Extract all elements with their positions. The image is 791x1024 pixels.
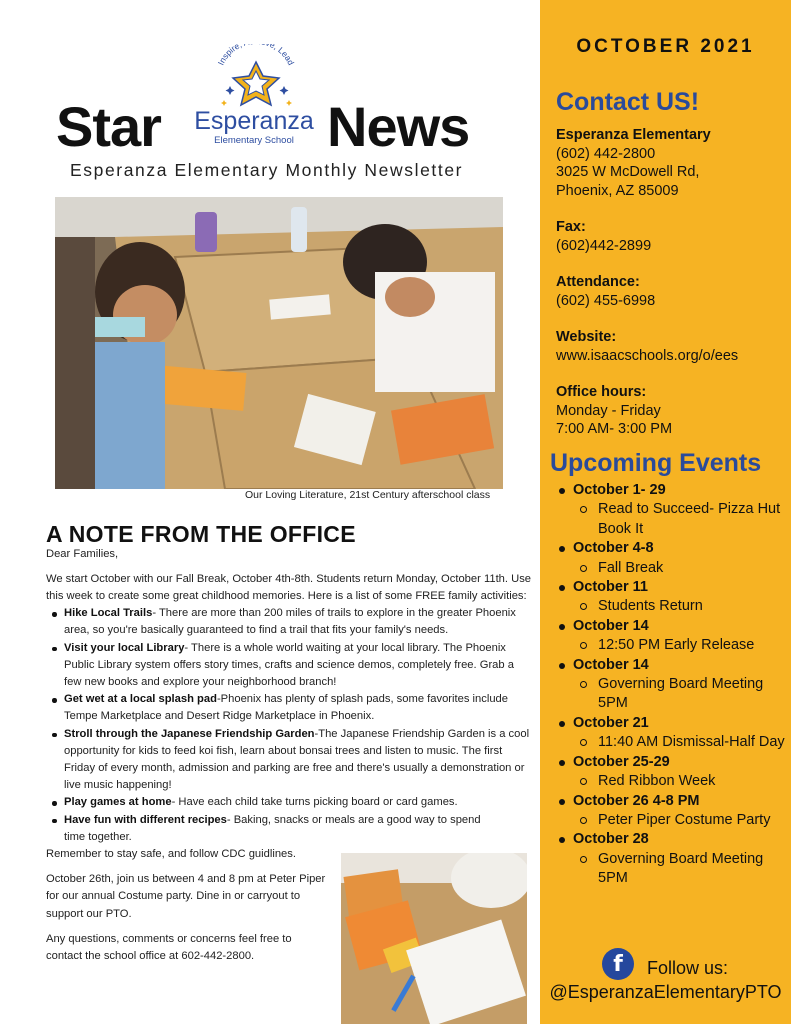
activities-list: [46, 605, 531, 846]
follow-label: Follow us:: [647, 958, 729, 978]
website-link[interactable]: www.isaacschools.org/o/ees: [556, 347, 739, 364]
contact-heading: Contact US!: [556, 88, 700, 116]
event-description: Fall Break: [558, 559, 786, 578]
note-heading: A NOTE FROM THE OFFICE: [46, 521, 356, 547]
event-date: October 14: [558, 656, 786, 675]
sidebar: [540, 0, 791, 1024]
event-date: October 25-29: [558, 753, 786, 772]
event-description: Red Ribbon Week: [558, 772, 786, 791]
note-closing: Remember to stay safe, and follow CDC guidlines.: [46, 847, 296, 860]
activity-item: [46, 726, 531, 795]
event-date: October 26 4-8 PM: [558, 792, 786, 811]
activity-title: Stroll through the Japanese Friendship Garden: [64, 727, 315, 740]
activity-text: - Have each child take turns picking board or card games.: [171, 796, 458, 809]
office-hours-label: Office hours:: [556, 384, 647, 400]
event-date: October 14: [558, 617, 786, 636]
event-description: Students Return: [558, 597, 786, 616]
office-hours-days: Monday - Friday: [556, 402, 661, 419]
contact-info: [556, 126, 786, 439]
event-description: Governing Board Meeting 5PM: [558, 850, 786, 889]
issue-month: OCTOBER 2021: [576, 36, 755, 57]
event-date: October 1- 29: [558, 481, 786, 500]
activity-title: Play games at home: [64, 796, 172, 809]
event-description: Governing Board Meeting 5PM: [558, 675, 786, 714]
event-description: 12:50 PM Early Release: [558, 636, 786, 655]
address-line-1: 3025 W McDowell Rd,: [556, 164, 700, 180]
classroom-photo-illustration: [55, 197, 503, 489]
activity-text: - There is a whole world waiting at your local library. The Phoenix Public Library system offers story times, crafts and science demos, completely free. Grab a few new books and explore your neighborhood branch!: [64, 641, 514, 688]
note-intro: We start October with our Fall Break, October 4th-8th. Students return Monday, October 11th. Use this week to create some great childhood memories. Here is a list of some FREE family activities:: [46, 572, 532, 602]
activity-title: Get wet at a local splash pad: [64, 693, 217, 706]
address-line-2: Phoenix, AZ 85009: [556, 182, 679, 199]
masthead-title-star: Star: [56, 95, 161, 158]
note-costume-party: October 26th, join us between 4 and 8 pm at Peter Piper for our annual Costume party. Dine in or carryout to support our PTO.: [46, 873, 326, 920]
event-date: October 21: [558, 714, 786, 733]
activity-item: [46, 812, 496, 846]
activity-text: - There are more than 200 miles of trails to explore in the greater Phoenix area, so you're basically guaranteed to find a trail that fits your family's needs.: [64, 607, 516, 637]
activity-item: [46, 605, 531, 639]
event-description: Peter Piper Costume Party: [558, 811, 786, 830]
event-description: Read to Succeed- Pizza Hut Book It: [558, 500, 786, 539]
students-photo-illustration: [341, 853, 527, 1024]
social-handle[interactable]: @EsperanzaElementaryPTO: [549, 982, 782, 1002]
activity-title: Have fun with different recipes: [64, 813, 227, 826]
fax-label: Fax:: [556, 219, 586, 235]
note-greeting: Dear Families,: [46, 548, 119, 560]
logo-school-name: Esperanza: [194, 107, 314, 135]
classroom-photo: [55, 197, 503, 489]
website-label: Website:: [556, 329, 617, 345]
photo-caption: Our Loving Literature, 21st Century afterschool class: [245, 489, 491, 501]
activity-title: Hike Local Trails: [64, 607, 153, 620]
attendance-number: (602) 455-6998: [556, 292, 656, 309]
logo-arc-text: Inspire, e, Lead: [215, 44, 297, 67]
event-description: 11:40 AM Dismissal-Half Day: [558, 733, 786, 752]
school-phone: (602) 442-2800: [556, 145, 656, 162]
newsletter-subtitle: Esperanza Elementary Monthly Newsletter: [70, 160, 464, 180]
events-heading: Upcoming Events: [550, 449, 762, 477]
school-logo: [184, 44, 324, 156]
event-date: October 11: [558, 578, 786, 597]
activity-item: [46, 640, 531, 692]
event-date: October 4-8: [558, 539, 786, 558]
activity-item: [46, 691, 531, 725]
events-list: [558, 481, 786, 889]
students-reading-photo: [341, 853, 527, 1024]
facebook-icon[interactable]: f: [602, 948, 634, 980]
school-name: Esperanza Elementary: [556, 127, 711, 143]
activity-title: Visit your local Library: [64, 641, 185, 654]
note-questions: Any questions, comments or concerns feel free to contact the school office at 602-442-2800.: [46, 932, 292, 962]
activity-item: [46, 794, 531, 811]
logo-school-subtitle: Elementary School: [214, 135, 294, 146]
masthead-title-news: News: [327, 95, 470, 158]
activity-text: - Baking, snacks or meals are a good way to spend time together.: [64, 813, 481, 843]
activity-text: -Phoenix has plenty of splash pads, some favorites include Tempe Marketplace and Desert Ridge Marketplace in Phoenix.: [64, 693, 508, 723]
office-hours-time: 7:00 AM- 3:00 PM: [556, 421, 673, 437]
activity-text: -The Japanese Friendship Garden is a cool opportunity for kids to feed koi fish, learn about bonsai trees and listen to music. The first Friday of every month, admission and parking are free and there's usually a demonstration or live music happening!: [64, 727, 530, 792]
event-date: October 28: [558, 830, 786, 849]
fax-number: (602)442-2899: [556, 237, 652, 254]
attendance-label: Attendance:: [556, 274, 640, 290]
